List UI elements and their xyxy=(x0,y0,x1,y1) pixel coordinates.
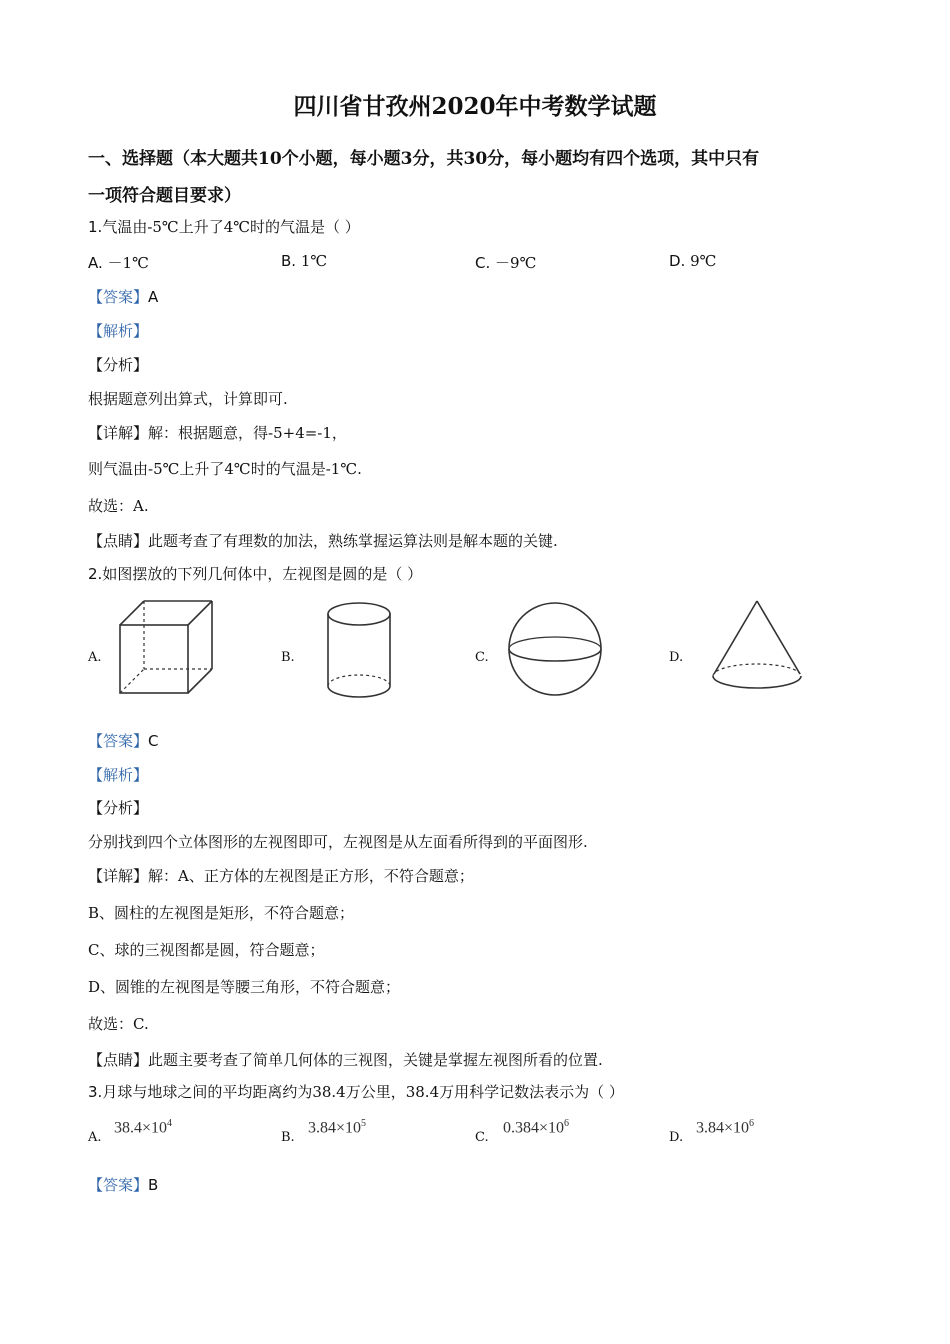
q2-dianjing xyxy=(88,1049,603,1070)
q3-answer xyxy=(88,1174,158,1195)
dianjing-label: 【点睛】 xyxy=(88,532,149,550)
q1-stem xyxy=(88,216,360,237)
q2-detail xyxy=(88,865,474,886)
detail-label: 【详解】 xyxy=(88,867,149,885)
q2-detail-line-b: B、圆柱的左视图是矩形，不符合题意； xyxy=(88,904,355,922)
q2-detail-text: 解：A、正方体的左视图是正方形，不符合题意； xyxy=(148,867,474,885)
cube-figure xyxy=(115,598,220,698)
q3-option-d-label: D. xyxy=(669,1130,684,1145)
section-heading-line2: 一项符合题目要求） xyxy=(88,186,241,206)
q2-fenxi-text: 分别找到四个立体图形的左视图即可，左视图是从左面看所得到的平面图形. xyxy=(88,833,588,851)
q1-option-c: C. －9℃ xyxy=(475,254,537,272)
q3-stem-text: 月球与地球之间的平均距离约为38.4万公里，38.4万用科学记数法表示为（ ） xyxy=(102,1083,624,1101)
q3-answer-value: B xyxy=(148,1176,159,1194)
q1-option-b: B. 1℃ xyxy=(281,252,328,270)
answer-label: 【答案】 xyxy=(88,732,149,750)
q2-option-a-label: A. xyxy=(88,650,102,665)
q2-option-c-label: C. xyxy=(475,650,489,665)
q1-answer xyxy=(88,286,158,307)
q3-option-a: $38.4\times 10^4$ xyxy=(114,1118,173,1137)
page-title: 四川省甘孜州2020年中考数学试题 xyxy=(293,93,657,120)
q2-option-b-label: B. xyxy=(281,650,295,665)
q1-detail-line2: 则气温由-5℃上升了4℃时的气温是-1℃. xyxy=(88,460,362,478)
q2-detail-line-d: D、圆锥的左视图是等腰三角形，不符合题意； xyxy=(88,978,401,996)
q2-choose: 故选：C. xyxy=(88,1015,149,1033)
section-heading-line1: 一、选择题（本大题共10个小题，每小题3分，共30分，每小题均有四个选项，其中只有 xyxy=(88,149,760,169)
q1-fenxi-label: 【分析】 xyxy=(88,356,149,374)
answer-label: 【答案】 xyxy=(88,288,149,306)
q2-fenxi-label: 【分析】 xyxy=(88,799,149,817)
q2-dianjing-text: 此题主要考查了简单几何体的三视图，关键是掌握左视图所看的位置. xyxy=(148,1051,603,1069)
q3-option-a-label: A. xyxy=(88,1130,102,1145)
q1-stem-text: 气温由-5℃上升了4℃时的气温是（ ） xyxy=(102,218,360,236)
q2-stem xyxy=(88,563,422,584)
q3-option-c: $0.384\times 10^6$ xyxy=(503,1118,570,1137)
answer-label: 【答案】 xyxy=(88,1176,149,1194)
q1-option-a: A. －1℃ xyxy=(88,254,149,272)
q1-dianjing-text: 此题考查了有理数的加法，熟练掌握运算法则是解本题的关键. xyxy=(148,532,558,550)
q3-number: 3. xyxy=(88,1083,103,1101)
q1-detail-text: 解：根据题意，得-5+4=-1， xyxy=(148,424,347,442)
cone-figure xyxy=(708,598,806,694)
q2-number: 2. xyxy=(88,565,103,583)
q1-answer-value: A xyxy=(148,288,159,306)
q3-option-d: $3.84\times 10^6$ xyxy=(696,1118,755,1137)
q2-option-d-label: D. xyxy=(669,650,684,665)
q1-fenxi-text: 根据题意列出算式，计算即可. xyxy=(88,390,288,408)
q1-option-d: D. 9℃ xyxy=(669,252,717,270)
q1-dianjing xyxy=(88,530,558,551)
q1-detail xyxy=(88,422,347,443)
q2-analysis-label: 【解析】 xyxy=(88,766,149,784)
sphere-figure xyxy=(505,600,605,698)
cylinder-figure xyxy=(320,598,398,702)
q3-option-b-label: B. xyxy=(281,1130,295,1145)
q3-option-c-label: C. xyxy=(475,1130,489,1145)
q1-number: 1. xyxy=(88,218,103,236)
dianjing-label: 【点睛】 xyxy=(88,1051,149,1069)
q1-choose: 故选：A. xyxy=(88,497,149,515)
detail-label: 【详解】 xyxy=(88,424,149,442)
q3-stem xyxy=(88,1081,624,1102)
q2-detail-line-c: C、球的三视图都是圆，符合题意； xyxy=(88,941,325,959)
q2-answer xyxy=(88,730,159,751)
q1-analysis-label: 【解析】 xyxy=(88,322,149,340)
q2-answer-value: C xyxy=(148,732,159,750)
q3-option-b: $3.84\times 10^5$ xyxy=(308,1118,367,1137)
q2-stem-text: 如图摆放的下列几何体中，左视图是圆的是（ ） xyxy=(102,565,423,583)
